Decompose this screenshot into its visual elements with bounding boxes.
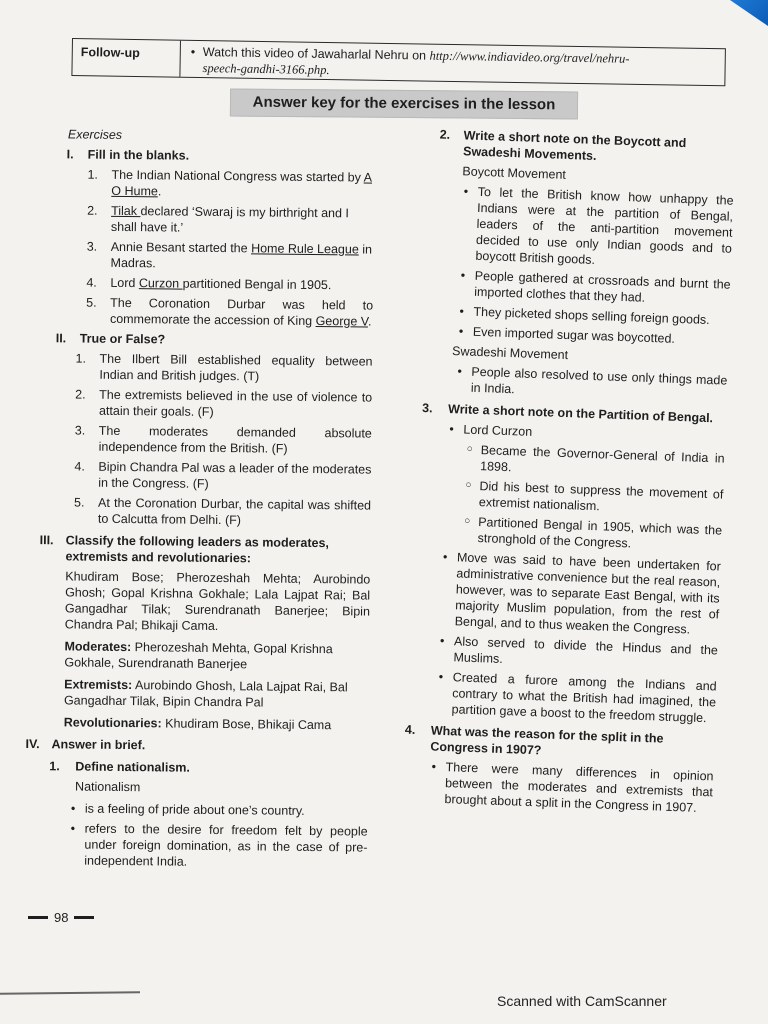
bullet-text: There were many differences in opinion between the moderates and extremists that brought about a split in the Congress in 1907.	[444, 760, 714, 815]
item-text-pre: Lord	[110, 275, 139, 291]
question-number: 2.	[439, 127, 451, 142]
item-text: Bipin Chandra Pal was a leader of the moderates in the Congress. (F)	[98, 459, 372, 491]
section-4-heading	[25, 736, 368, 756]
item-answer: Curzon	[138, 276, 183, 291]
bullet-icon: •	[463, 184, 469, 199]
bullet-icon: •	[460, 268, 466, 283]
fill-blank-item	[86, 239, 373, 274]
item-text-pre: The Coronation Durbar was held to commemorate the accession of King	[109, 295, 374, 329]
question-3-heading	[416, 400, 726, 427]
page-edge-line	[0, 991, 140, 994]
item-text-post: .	[367, 314, 372, 329]
bullet-icon: •	[457, 364, 463, 379]
partition-bullets	[405, 548, 721, 727]
question-title: What was the reason for the split in the Congress in 1907?	[430, 723, 664, 758]
question-title: Write a short note on the Partition of Bengal.	[447, 401, 714, 426]
item-number: 2.	[87, 203, 98, 218]
item-number: 1.	[75, 351, 87, 366]
section-title: True or False?	[79, 331, 166, 347]
bullet-icon: •	[190, 44, 196, 59]
nationalism-bullet	[70, 801, 368, 820]
lord-curzon-label: Lord Curzon	[463, 422, 533, 439]
bullet-text: People gathered at crossroads and burnt the imported clothes that they had.	[473, 268, 731, 305]
extremists-list: Aurobindo Ghosh, Lala Lajpat Rai, Bal Gangadhar Tilak, Bipin Chandra Pal	[63, 678, 348, 710]
bullet-text: Created a furore among the Indians and contrary to what the British had imagined, the partition gave a boost to the freedom struggle.	[451, 670, 717, 726]
section-title: Answer in brief.	[51, 737, 146, 753]
section-number: I.	[66, 147, 74, 162]
item-text-post: in Madras.	[110, 242, 373, 271]
question-number: 4.	[404, 722, 416, 737]
item-number: 4.	[86, 275, 97, 290]
bullet-icon: •	[459, 304, 465, 319]
true-false-item	[75, 386, 372, 421]
section-1-heading	[67, 146, 375, 165]
revolutionaries-list: Khudiram Bose, Bhikaji Cama	[161, 716, 332, 733]
item-number: 1.	[87, 167, 99, 182]
divider	[28, 916, 48, 919]
sub-item-text: Became the Governor-General of India in 1898.	[479, 443, 725, 475]
leader-names: Khudiram Bose; Pherozeshah Mehta; Aurobindo Ghosh; Gopal Krishna Gokhale; Lala Lajpat Rai; Bal Gangadhar Tilak; Surendranath Banerjee; Bipin Chandra Pal; Bhikaji Cama.	[64, 569, 371, 633]
section-number: IV.	[25, 736, 40, 752]
bullet-text: To let the British know how unhappy the Indians were at the partition of Bengal, leaders of the anti-partition movement decided to use only Indian goods and to boycott British goods.	[475, 184, 734, 267]
section-title: Classify the following leaders as moderates, extremists and revolutionaries:	[65, 533, 330, 566]
item-text: The Ilbert Bill established equality between Indian and British judges. (T)	[99, 351, 373, 384]
bullet-icon: •	[70, 801, 76, 816]
partition-bullet	[439, 633, 719, 674]
right-column	[402, 126, 736, 820]
bullet-text: People also resolved to use only things made in India.	[470, 364, 728, 397]
true-false-item	[74, 494, 371, 529]
boycott-bullet	[463, 184, 734, 273]
item-text-post: partitioned Bengal in 1905.	[182, 276, 332, 293]
moderates-answer	[64, 638, 369, 673]
bullet-icon: •	[438, 669, 444, 684]
page-number	[28, 910, 94, 925]
exercises-heading: Exercises	[67, 127, 123, 142]
extremists-label: Extremists:	[64, 677, 133, 693]
bullet-icon: •	[449, 422, 455, 437]
question-title: Define nationalism.	[75, 759, 190, 775]
follow-up-content	[180, 41, 724, 86]
split-bullets	[402, 758, 713, 817]
moderates-label: Moderates:	[64, 639, 132, 655]
bullet-text: is a feeling of pride about one’s country.	[84, 801, 305, 818]
revolutionaries-answer	[64, 714, 369, 733]
bullet-text: Even imported sugar was boycotted.	[472, 324, 676, 346]
item-number: 3.	[74, 423, 86, 438]
swadeshi-heading: Swadeshi Movement	[451, 344, 569, 363]
left-column	[22, 126, 375, 876]
section-3-heading	[39, 532, 370, 567]
fill-blank-item	[87, 203, 374, 238]
question-1-heading	[49, 758, 368, 777]
boycott-heading: Boycott Movement	[462, 164, 567, 182]
extremists-answer	[64, 676, 369, 711]
fill-blanks-list	[28, 166, 375, 330]
section-2-heading	[56, 330, 373, 349]
bullet-text: Also served to divide the Hindus and the Muslims.	[453, 634, 719, 666]
camscanner-watermark: Scanned with CamScanner	[497, 993, 667, 1009]
true-false-item	[74, 458, 371, 493]
item-answer: Home Rule League	[251, 241, 359, 257]
item-text-post: .	[157, 184, 162, 199]
item-number: 3.	[86, 239, 98, 254]
fill-blank-item	[86, 295, 373, 330]
curzon-sub-item	[466, 442, 725, 482]
bullet-text: Move was said to have been undertaken for administrative convenience but the real reason, however, was to separate East Bengal, with its majority Muslim population, from the rest of Bengal, and to thus weaken the Congress.	[454, 550, 722, 637]
bullet-icon: •	[439, 633, 445, 648]
swadeshi-bullets	[417, 362, 728, 405]
question-number: 3.	[421, 401, 433, 416]
item-answer: George V	[315, 314, 369, 329]
nationalism-bullets	[22, 800, 368, 872]
split-bullet	[431, 759, 714, 816]
true-false-item	[75, 350, 372, 385]
fill-blank-item	[86, 275, 373, 294]
section-title: Fill in the blanks.	[87, 147, 190, 163]
follow-up-label: Follow-up	[72, 39, 181, 77]
boycott-bullets	[419, 182, 734, 349]
item-number: 4.	[74, 459, 85, 474]
bullet-text: refers to the desire for freedom felt by people under foreign domination, as in the case of pre-independent India.	[84, 821, 368, 869]
curzon-sub-items	[411, 440, 724, 555]
swadeshi-bullet	[457, 364, 728, 405]
follow-up-table	[71, 38, 726, 86]
item-text-post: declared ‘Swaraj is my birthright and I shall have it.’	[110, 204, 350, 235]
question-2-heading	[425, 126, 736, 169]
bullet-icon: •	[431, 759, 437, 774]
divider	[74, 916, 94, 919]
bullet-icon: •	[442, 549, 448, 565]
fill-blank-item	[87, 167, 374, 202]
item-number: 2.	[75, 387, 86, 402]
item-text: At the Coronation Durbar, the capital was shifted to Calcutta from Delhi. (F)	[97, 495, 372, 528]
item-number: 5.	[73, 495, 85, 510]
circle-bullet-icon: ○	[464, 515, 471, 527]
sub-item-text: Partitioned Bengal in 1905, which was the stronghold of the Congress.	[477, 515, 723, 551]
item-text-pre: Annie Besant started the	[110, 239, 252, 256]
section-number: II.	[55, 331, 67, 346]
curzon-sub-item	[465, 478, 724, 518]
item-text: The moderates demanded absolute independence from the British. (F)	[98, 423, 372, 456]
curzon-sub-item	[464, 514, 723, 554]
boycott-bullet	[460, 268, 731, 309]
circle-bullet-icon: ○	[465, 479, 472, 491]
true-false-item	[75, 422, 372, 457]
nationalism-label: Nationalism	[75, 779, 141, 795]
follow-up-text: Watch this video of Jawaharlal Nehru on	[202, 45, 430, 63]
revolutionaries-label: Revolutionaries:	[63, 715, 162, 731]
true-false-list	[26, 350, 373, 530]
item-answer: A O Hume	[111, 170, 373, 199]
question-4-heading	[404, 722, 715, 765]
page-number-text: 98	[54, 910, 69, 925]
corner-tab	[730, 0, 768, 26]
question-number: 1.	[49, 759, 60, 774]
nationalism-bullet	[70, 821, 368, 872]
bullet-icon: •	[458, 324, 464, 339]
item-answer: Tilak	[111, 203, 141, 219]
bullet-text: They picketed shops selling foreign goods.	[473, 304, 710, 328]
partition-bullet	[442, 549, 722, 638]
partition-bullet	[438, 669, 717, 726]
section-number: III.	[39, 533, 54, 548]
item-number: 5.	[86, 295, 97, 310]
answer-key-banner: Answer key for the exercises in the lesson	[230, 88, 578, 119]
question-title: Write a short note on the Boycott and Swadeshi Movements.	[462, 128, 687, 163]
sub-item-text: Did his best to suppress the movement of extremist nationalism.	[478, 479, 724, 514]
item-text: The extremists believed in the use of violence to attain their goals. (F)	[98, 387, 373, 419]
video-link[interactable]: http://www.indiavideo.org/travel/nehru-	[429, 48, 630, 66]
item-text-pre: The Indian National Congress was started by	[111, 167, 364, 185]
video-link-cont[interactable]: speech-gandhi-3166.php.	[202, 61, 330, 78]
circle-bullet-icon: ○	[466, 443, 473, 455]
bullet-icon: •	[70, 821, 76, 836]
moderates-list: Pherozeshah Mehta, Gopal Krishna Gokhale, Surendranath Banerjee	[64, 640, 333, 672]
